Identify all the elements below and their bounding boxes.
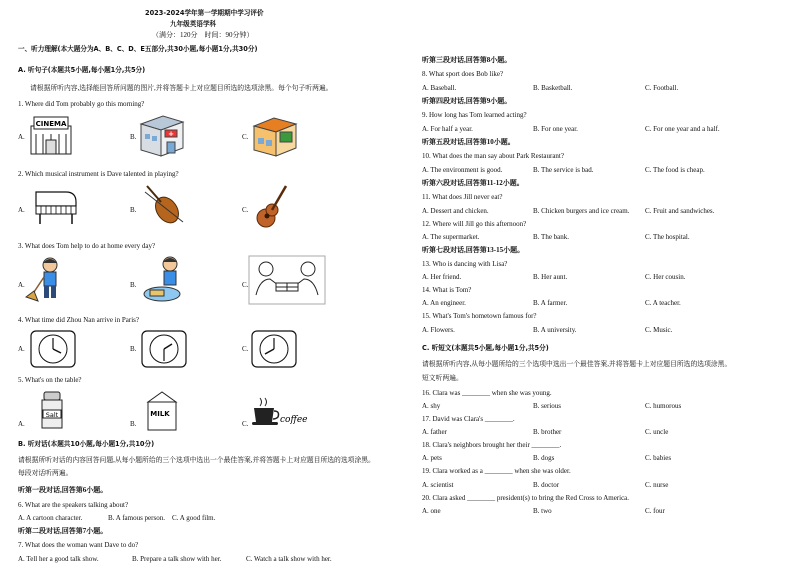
q18-option-b[interactable]: B. dogs (533, 454, 555, 462)
dialogue-3-label: 听第三段对话,回答第8小题。 (422, 56, 512, 64)
q4-option-c[interactable]: C. (242, 345, 249, 353)
q20-option-b[interactable]: B. two (533, 507, 552, 515)
section-b-instructions-1: 请根据所听对话的内容回答问题,从每小题所给的三个选项中选出一个最佳答案,并将答题卡上对应题目所选的选项涂黑。 (18, 457, 375, 464)
dialogue-4-label: 听第四段对话,回答第9小题。 (422, 97, 512, 105)
question-7: 7. What does the woman want Dave to do? (18, 541, 139, 549)
question-16: 16. Clara was ________ when she was young. (422, 389, 552, 397)
exam-subject: 九年级英语学科 (170, 20, 217, 28)
coffee-cup-picture (250, 392, 314, 428)
section-b-instructions-2: 每段对话听两遍。 (18, 470, 73, 477)
q17-option-c[interactable]: C. uncle (645, 428, 669, 436)
q8-option-c[interactable]: C. Football. (645, 84, 679, 92)
section-c-instructions-2: 短文听两遍。 (422, 375, 463, 382)
q5-option-a[interactable]: A. (18, 420, 25, 428)
q1-option-c[interactable]: C. (242, 133, 249, 141)
question-12: 12. Where will Jill go this afternoon? (422, 220, 527, 228)
q6-option-a[interactable]: A. A cartoon character. (18, 514, 83, 522)
q16-option-a[interactable]: A. shy (422, 402, 441, 410)
q12-option-a[interactable]: A. The supermarket. (422, 233, 480, 241)
q17-option-b[interactable]: B. brother (533, 428, 562, 436)
q13-option-a[interactable]: A. Her friend. (422, 273, 462, 281)
q19-option-a[interactable]: A. scientist (422, 481, 454, 489)
dialogue-1-label: 听第一段对话,回答第6小题。 (18, 486, 108, 494)
q11-option-c[interactable]: C. Fruit and sandwiches. (645, 207, 715, 215)
question-10: 10. What does the man say about Park Restaurant? (422, 152, 564, 160)
q6-option-c[interactable]: C. A good film. (172, 514, 216, 522)
q13-option-b[interactable]: B. Her aunt. (533, 273, 568, 281)
q9-option-c[interactable]: C. For one year and a half. (645, 125, 720, 133)
hospital-sign: + (168, 130, 174, 138)
q2-option-a[interactable]: A. (18, 206, 25, 214)
q14-option-c[interactable]: C. A teacher. (645, 299, 681, 307)
cinema-picture (28, 112, 74, 158)
score-time: （满分：120分 时间：90分钟） (152, 31, 254, 39)
q15-option-c[interactable]: C. Music. (645, 326, 673, 334)
section-b-title: B. 听对话(本题共10小题,每小题1分,共10分) (18, 440, 155, 448)
q5-option-c[interactable]: C. (242, 420, 249, 428)
clock-picture-c (251, 330, 297, 368)
q11-option-b[interactable]: B. Chicken burgers and ice cream. (533, 207, 630, 215)
q16-option-c[interactable]: C. humorous (645, 402, 682, 410)
question-4: 4. What time did Zhou Nan arrive in Paris? (18, 316, 139, 324)
q11-option-a[interactable]: A. Dessert and chicken. (422, 207, 489, 215)
dialogue-6-label: 听第六段对话,回答第11-12小题。 (422, 179, 524, 187)
dialogue-7-label: 听第七段对话,回答第13-15小题。 (422, 246, 525, 254)
q12-option-b[interactable]: B. The bank. (533, 233, 570, 241)
question-18: 18. Clara's neighbors brought her their ________. (422, 441, 562, 449)
q9-option-a[interactable]: A. For half a year. (422, 125, 473, 133)
q2-option-c[interactable]: C. (242, 206, 249, 214)
q19-option-c[interactable]: C. nurse (645, 481, 669, 489)
question-3: 3. What does Tom help to do at home every day? (18, 242, 156, 250)
q10-option-c[interactable]: C. The food is cheap. (645, 166, 705, 174)
question-19: 19. Clara worked as a ________ when she was older. (422, 467, 571, 475)
question-2: 2. Which musical instrument is Dave talented in playing? (18, 170, 179, 178)
salt-label: Salt (45, 411, 59, 419)
q20-option-a[interactable]: A. one (422, 507, 441, 515)
question-9: 9. How long has Tom learned acting? (422, 111, 527, 119)
salt-shaker-picture (38, 390, 66, 430)
q13-option-c[interactable]: C. Her cousin. (645, 273, 686, 281)
q1-option-a[interactable]: A. (18, 133, 25, 141)
dialogue-5-label: 听第五段对话,回答第10小题。 (422, 138, 515, 146)
washing-boy-picture (140, 254, 188, 306)
milk-carton-picture (142, 388, 182, 432)
q7-option-c[interactable]: C. Watch a talk show with her. (246, 555, 332, 563)
q1-option-b[interactable]: B. (130, 133, 137, 141)
q10-option-a[interactable]: A. The environment is good. (422, 166, 503, 174)
question-6: 6. What are the speakers talking about? (18, 501, 129, 509)
q10-option-b[interactable]: B. The service is bad. (533, 166, 594, 174)
q18-option-c[interactable]: C. babies (645, 454, 672, 462)
q6-option-b[interactable]: B. A famous person. (108, 514, 165, 522)
hospital-picture (137, 112, 187, 158)
question-15: 15. What's Tom's hometown famous for? (422, 312, 537, 320)
q16-option-b[interactable]: B. serious (533, 402, 561, 410)
part1-heading: 一、听力理解(本大题分为A、B、C、D、E五部分,共30小题,每小题1分,共30分) (18, 45, 258, 53)
chess-players-picture (248, 255, 326, 305)
q4-option-a[interactable]: A. (18, 345, 25, 353)
question-20: 20. Clara asked ________ president(s) to bring the Red Cross to America. (422, 494, 630, 502)
q5-option-b[interactable]: B. (130, 420, 137, 428)
question-5: 5. What's on the table? (18, 376, 82, 384)
piano-picture (32, 186, 80, 226)
q19-option-b[interactable]: B. doctor (533, 481, 560, 489)
q9-option-b[interactable]: B. For one year. (533, 125, 578, 133)
q3-option-c[interactable]: C. (242, 281, 249, 289)
q2-option-b[interactable]: B. (130, 206, 137, 214)
section-a-title: A. 听句子(本题共5小题,每小题1分,共5分) (18, 66, 146, 74)
supermarket-picture (250, 112, 300, 158)
coffee-label: coffee (280, 415, 308, 425)
question-8: 8. What sport does Bob like? (422, 70, 504, 78)
section-c-instructions-1: 请根据所听内容,从每小题所给的三个选项中选出一个最佳答案,并将答题卡上对应题目所选的选项涂黑。 (422, 361, 732, 368)
q18-option-a[interactable]: A. pets (422, 454, 442, 462)
q7-option-b[interactable]: B. Prepare a talk show with her. (132, 555, 222, 563)
question-17: 17. David was Clara's ________. (422, 415, 515, 423)
milk-label: MILK (150, 410, 170, 418)
question-13: 13. Who is dancing with Lisa? (422, 260, 508, 268)
q14-option-a[interactable]: A. An engineer. (422, 299, 466, 307)
q3-option-a[interactable]: A. (18, 281, 25, 289)
q7-option-a[interactable]: A. Tell her a good talk show. (18, 555, 99, 563)
guitar-picture (252, 182, 292, 230)
question-14: 14. What is Tom? (422, 286, 472, 294)
violin-picture (141, 182, 187, 228)
section-a-instructions: 请根据所听内容,选择能回答所问题的图片,并将答题卡上对应题目所选的选项涂黑。每个句子听两遍。 (30, 85, 333, 92)
question-1: 1. Where did Tom probably go this morning? (18, 100, 145, 108)
q15-option-a[interactable]: A. Flowers. (422, 326, 455, 334)
question-11: 11. What does Jill never eat? (422, 193, 503, 201)
clock-picture-b (141, 330, 187, 368)
q4-option-b[interactable]: B. (130, 345, 137, 353)
q12-option-c[interactable]: C. The hospital. (645, 233, 690, 241)
section-c-title: C. 听短文(本题共5小题,每小题1分,共5分) (422, 344, 549, 352)
dialogue-2-label: 听第二段对话,回答第7小题。 (18, 527, 108, 535)
exam-title: 2023-2024学年第一学期期中学习评价 (145, 9, 264, 17)
q14-option-b[interactable]: B. A farmer. (533, 299, 568, 307)
q17-option-a[interactable]: A. father (422, 428, 447, 436)
q15-option-b[interactable]: B. A university. (533, 326, 577, 334)
clock-picture-a (30, 330, 76, 368)
q3-option-b[interactable]: B. (130, 281, 137, 289)
sweeping-boy-picture (24, 255, 72, 305)
q8-option-b[interactable]: B. Basketball. (533, 84, 573, 92)
q20-option-c[interactable]: C. four (645, 507, 665, 515)
cinema-sign: CINEMA (35, 120, 67, 128)
q8-option-a[interactable]: A. Baseball. (422, 84, 457, 92)
